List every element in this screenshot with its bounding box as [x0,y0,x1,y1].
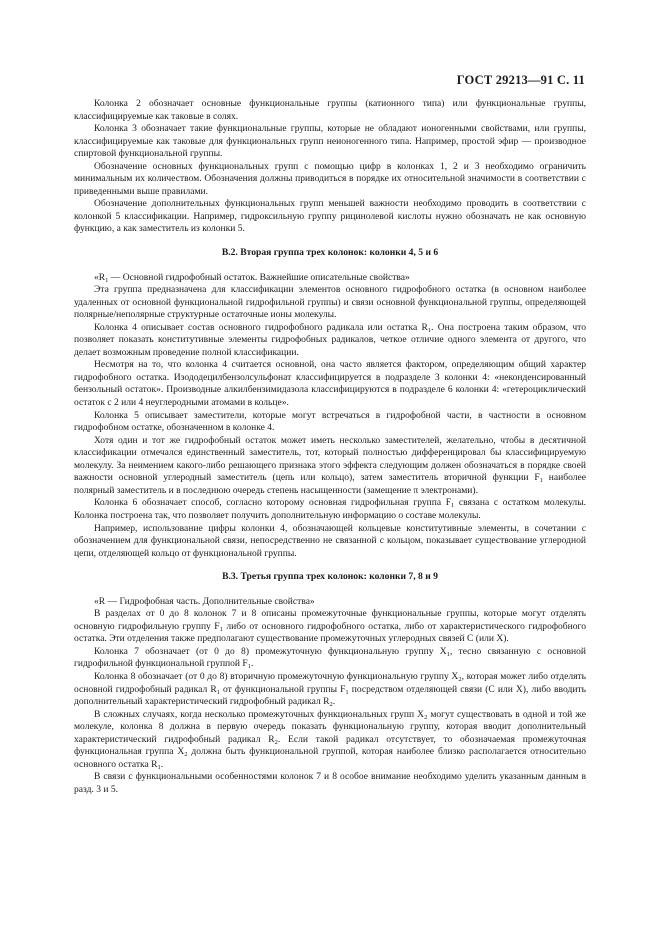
document-body [74,98,586,796]
paragraph: Колонка 4 описывает состав основного гидрофобного радикала или остатка $R_1$. Она построена таким образом, что позволяет показать конститутивные элементы гидрофобных радикалов, четкое отличие одного элемента от другого, что делает возможным проведение полной классификации. [74,321,586,358]
paragraph: Колонка 7 обозначает (от 0 до 8) промежуточную функциональную группу $X_1$, тесно связанную с основной гидрофильной функциональной группой $F_1$. [74,645,586,671]
paragraph: Эта группа предназначена для классификации элементов основного гидрофобного остатка (в основном наиболее удаленных от основной функциональной гидрофильной группы) и связи основной функциональной группы, определяющей полярные/неполярные структурные остаточные ионы молекулы. [74,284,586,321]
paragraph: Обозначение основных функциональных групп с помощью цифр в колонках 1, 2 и 3 необходимо ограничить минимальным их количеством. Обозначения должны приводиться в порядке их относительной значимости в соответствии с приведенными выше правилами. [74,160,586,197]
paragraph: Колонка 6 обозначает способ, согласно которому основная гидрофильная группа $F_1$ связана с остатком молекулы. Колонка построена так, что позволяет получить дополнительную информацию о составе молекулы. [74,497,586,521]
paragraph: Хотя один и тот же гидрофобный остаток может иметь несколько заместителей, желательно, чтобы в десятичной классификации отмечался единственный заместитель, тот, который полностью дифференцировал бы классифицируемую молекулу. За неимением какого-либо решающего признака этого эффекта следующим должен обозначаться в порядке своей важности основной углеродный заместитель (цепь или кольцо), затем заместитель вторичной функции $F_1$ наиболее полярный заместитель и в последнюю очередь степень насыщенности (замещение π электронами). [74,434,586,496]
section-quote: «R — Гидрофобная часть. Дополнительные свойства» [94,595,315,607]
paragraph: Например, использование цифры колонки 4, обозначающей кольцевые конститутивные элементы, в сочетании с обозначением для функциональной связи, непосредственно не связанной с кольцом, показывает существование углеродной цепи, отделяющей кольцо от функциональной группы. [74,522,586,559]
paragraph: Колонка 8 обозначает (от 0 до 8) вторичную промежуточную функциональную группу $X_2$, которая может либо отделять основной гидрофобный радикал $R_1$ от функциональной группы $F_1$ посредством отделяющей связи (С или Х), либо вводить дополнительный характеристический гидрофобный радикал $R_2$. [74,670,586,709]
paragraph: Колонка 3 обозначает такие функциональные группы, которые не обладают ионогенными свойствами, или группы, классифицируемые как таковые для функциональных групп неионогенного типа. Например, простой эфир — производное спиртовой функциональной группы. [74,123,586,160]
paragraph: Колонка 5 описывает заместители, которые могут встречаться в гидрофобной части, в частности в основном гидрофобном остатке, обозначенном в колонке 4. [74,409,586,434]
paragraph: Несмотря на то, что колонка 4 считается основной, она часто является фактором, определяющим общий характер гидрофобного остатка. Изододецилбензолсульфонат классифицируется в подразделе 3 колонки 4: «неконденсированный бензольный остаток». Производные алкилбензимидазола классифицируются в подразделе 6 колонки 4: «гетероциклический остаток с 2 или 4 неуглеродными атомами в кольце». [74,359,586,409]
section-quote: «$R_1$ — Основной гидрофобный остаток. Важнейшие описательные свойства» [94,271,410,284]
paragraph: Колонка 2 обозначает основные функциональные группы (катионного типа) или функциональные группы, классифицируемые как таковые в солях. [74,98,586,122]
paragraph: В сложных случаях, когда несколько промежуточных функциональных групп $X_2$ могут существовать в одной и той же молекуле, колонка 8 должна в первую очередь показать функциональную группу, которая вводит дополнительный характеристический гидрофобный радикал $R_2$. Если такой радикал отсутствует, то обозначаемая промежуточная функциональная группа $X_2$ должна быть функциональной группой, которая наиболее близко располагается относительно основного остатка $R_1$. [74,708,587,771]
paragraph: В связи с функциональными особенностями колонок 7 и 8 особое внимание необходимо уделить указанным данным в разд. 3 и 5. [74,771,586,795]
paragraph: В разделах от 0 до 8 колонок 7 и 8 описаны промежуточные функциональные группы, которые могут отделять основную гидрофильную группу $F_1$ либо от основного гидрофобного остатка, либо от характеристического гидрофобного остатка. Эти отделения также предполагают существование промежуточных углеродных связей С (или Х). [74,608,586,645]
section-heading-b2: В.2. Вторая группа трех колонок: колонки 4, 5 и 6 [221,247,439,259]
section-heading-b3: В.3. Третья группа трех колонок: колонки 7, 8 и 9 [222,571,438,583]
paragraph: Обозначение дополнительных функциональных групп меньшей важности необходимо проводить в соответствии с колонкой 5 классификации. Например, гидроксильную группу рицинолевой кислоты нужно обозначать не как основную функцию, а как заместитель из колонки 5. [74,198,586,235]
running-header: ГОСТ 29213—91 С. 11 [456,73,585,87]
